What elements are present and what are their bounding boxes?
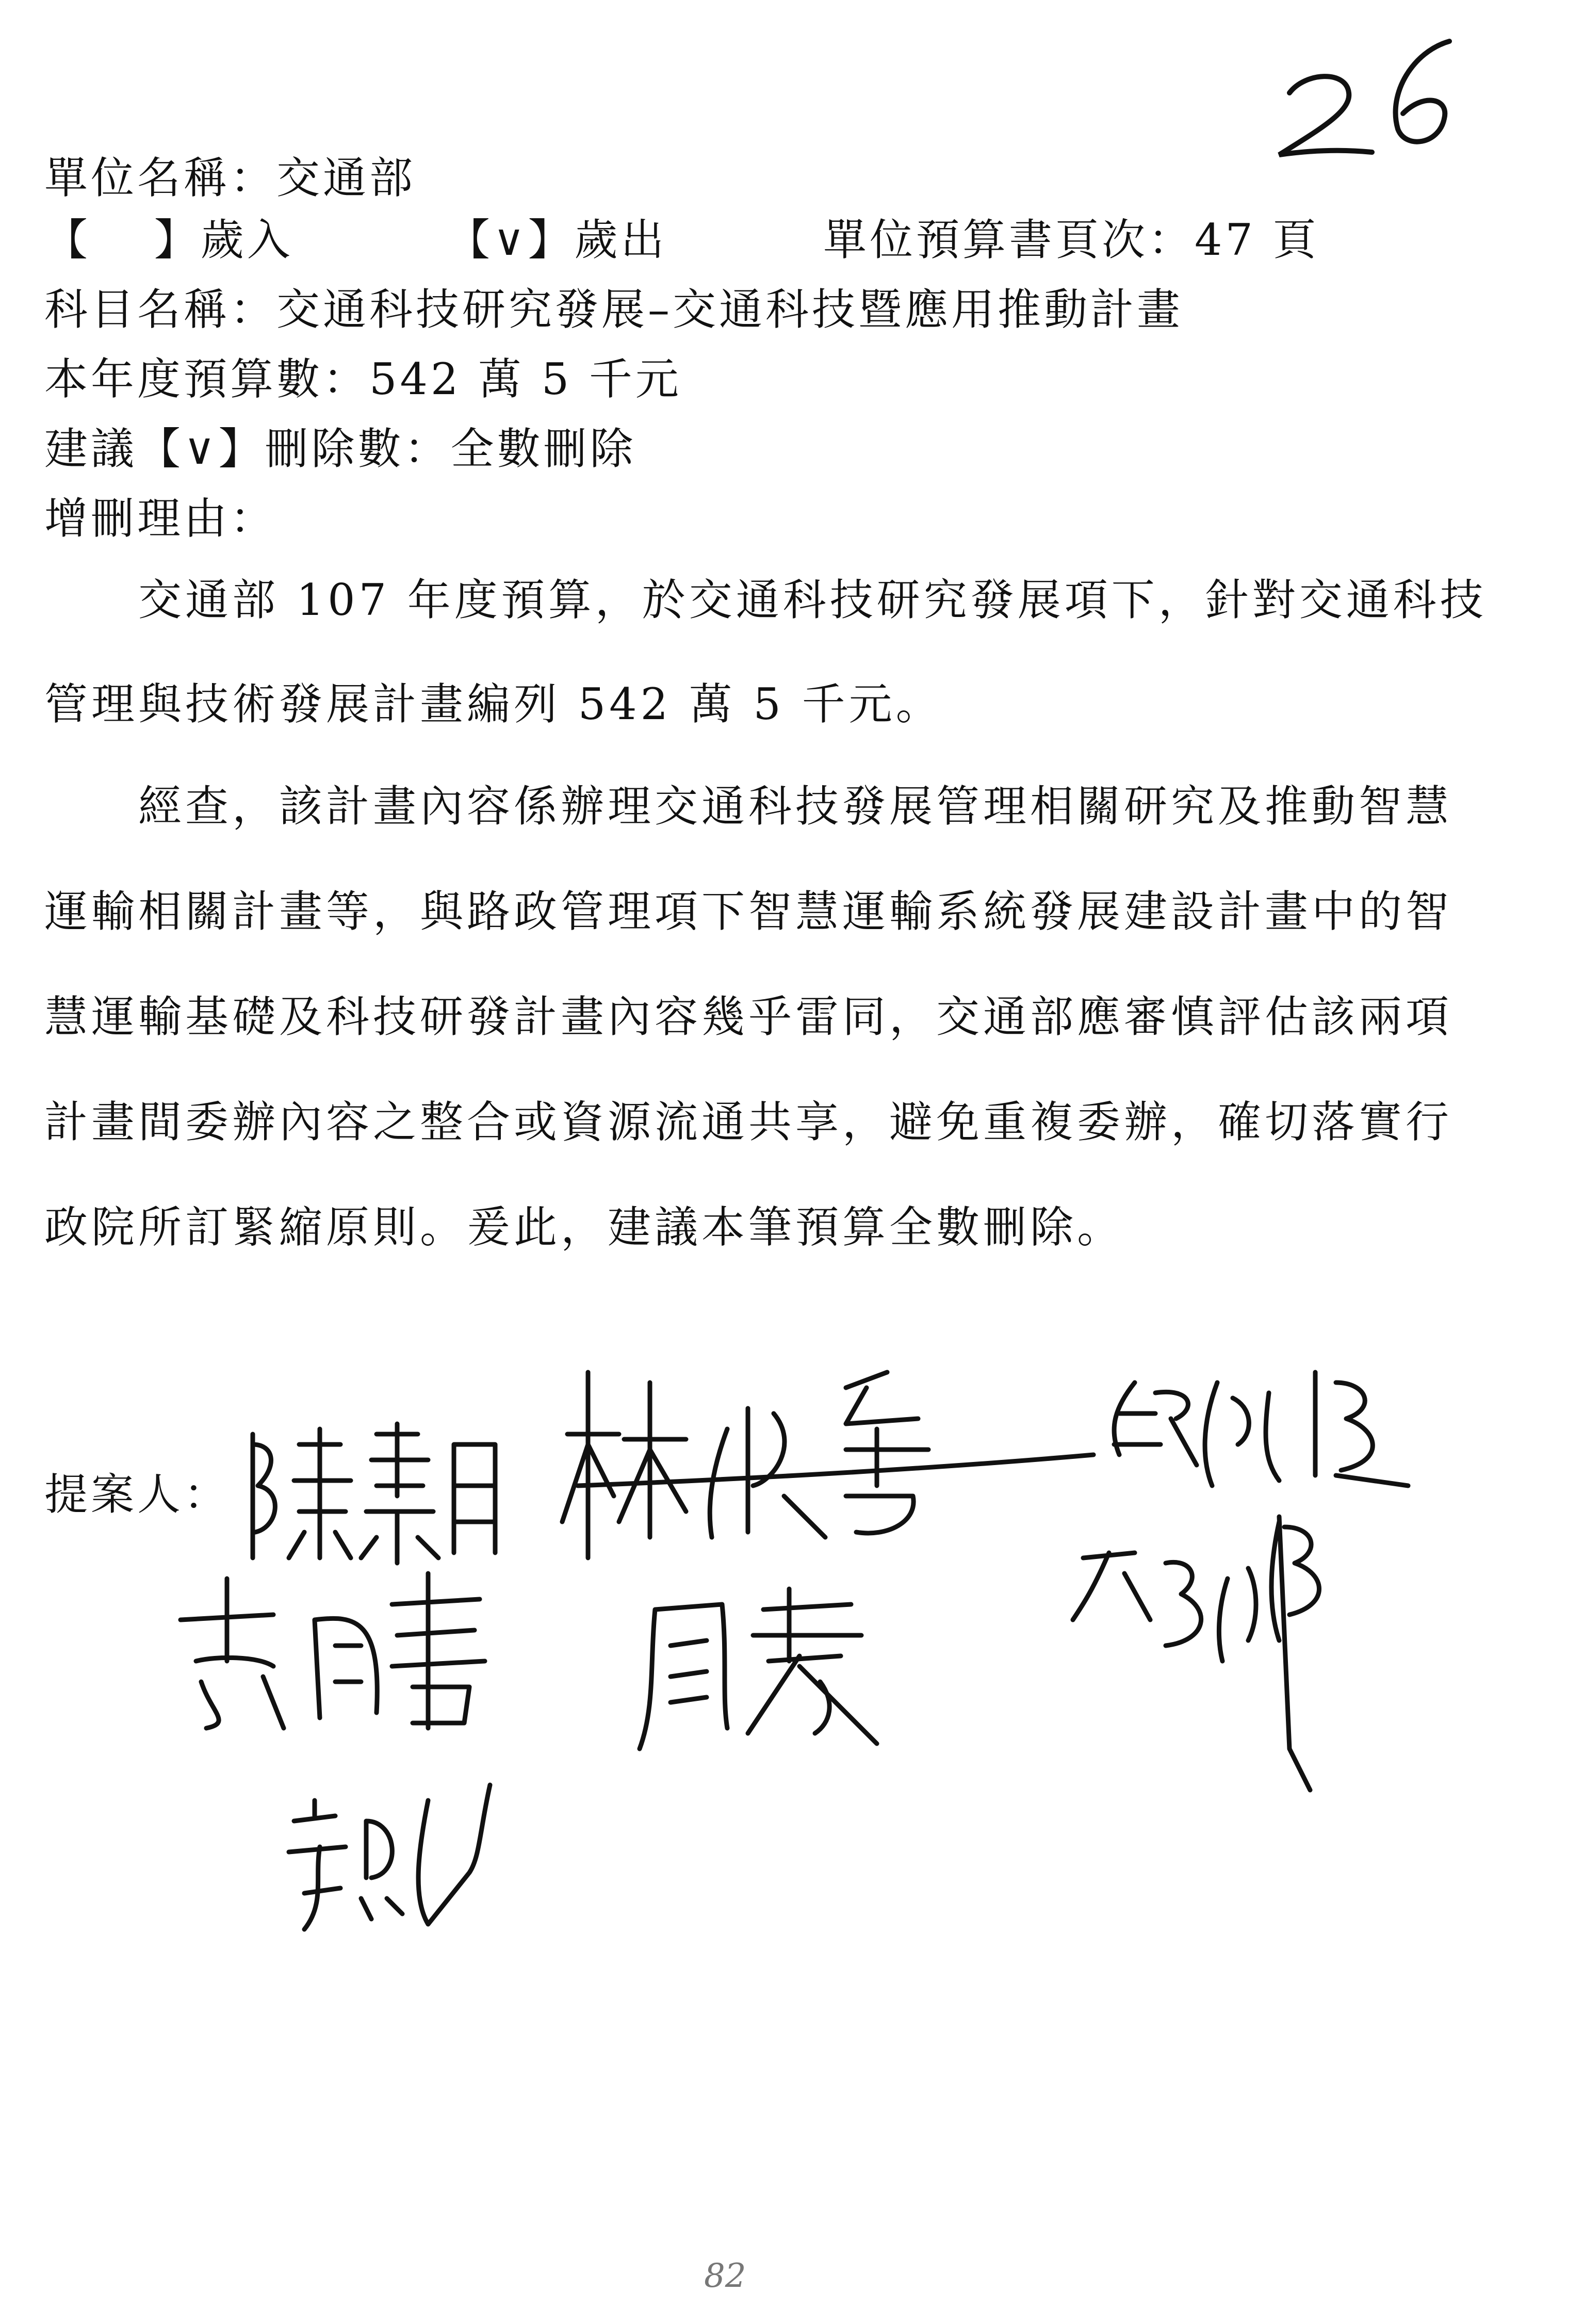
paragraph-line: 計畫間委辦內容之整合或資源流通共享，避免重複委辦，確切落實行 <box>44 1097 1453 1147</box>
handwritten-26-mark <box>1259 21 1475 175</box>
reason-label: 增刪理由： <box>44 493 277 544</box>
handwritten-page-number <box>1259 21 1475 175</box>
reason-paragraph-1 <box>44 573 1487 732</box>
expense-checkbox-label: 【∨】歲出 <box>447 215 667 265</box>
reason-paragraph-2 <box>44 779 1453 1255</box>
income-checkbox-label: 【 】歲入 <box>44 215 293 265</box>
paragraph-line: 慧運輸基礎及科技研發計畫內容幾乎雷同，交通部應審慎評估該兩項 <box>44 992 1453 1042</box>
budget-amount-line: 本年度預算數：542 萬 5 千元 <box>44 354 682 404</box>
paragraph-line: 政院所訂緊縮原則。爰此，建議本筆預算全數刪除。 <box>44 1202 1124 1253</box>
proposer-label: 提案人： <box>44 1469 231 1520</box>
signature-1 <box>242 1413 511 1568</box>
paragraph-line: 經查，該計畫內容係辦理交通科技發展管理相關研究及推動智慧 <box>44 781 1453 832</box>
budget-type-row <box>44 212 1437 268</box>
footer-page-number: 82 <box>704 2257 746 2295</box>
signature-4 <box>170 1558 542 1733</box>
paragraph-line: 運輸相關計畫等，與路政管理項下智慧運輸系統發展建設計畫中的智 <box>44 886 1453 937</box>
subject-name-line: 科目名稱：交通科技研究發展–交通科技暨應用推動計畫 <box>44 284 1184 335</box>
paragraph-line: 交通部 107 年度預算，於交通科技研究發展項下，針對交通科技 <box>44 575 1487 625</box>
paragraph-line: 管理與技術發展計畫編列 542 萬 5 千元。 <box>44 679 943 729</box>
signature-5 <box>634 1579 903 1754</box>
suggestion-line: 建議【∨】刪除數：全數刪除 <box>44 424 636 474</box>
signature-6 <box>1063 1506 1393 1806</box>
budget-book-page: 單位預算書頁次：47 頁 <box>823 215 1319 265</box>
unit-name-line: 單位名稱：交通部 <box>44 153 416 203</box>
signature-2-struck <box>557 1352 1099 1568</box>
signature-7 <box>273 1769 583 1935</box>
signature-3 <box>1099 1362 1429 1496</box>
